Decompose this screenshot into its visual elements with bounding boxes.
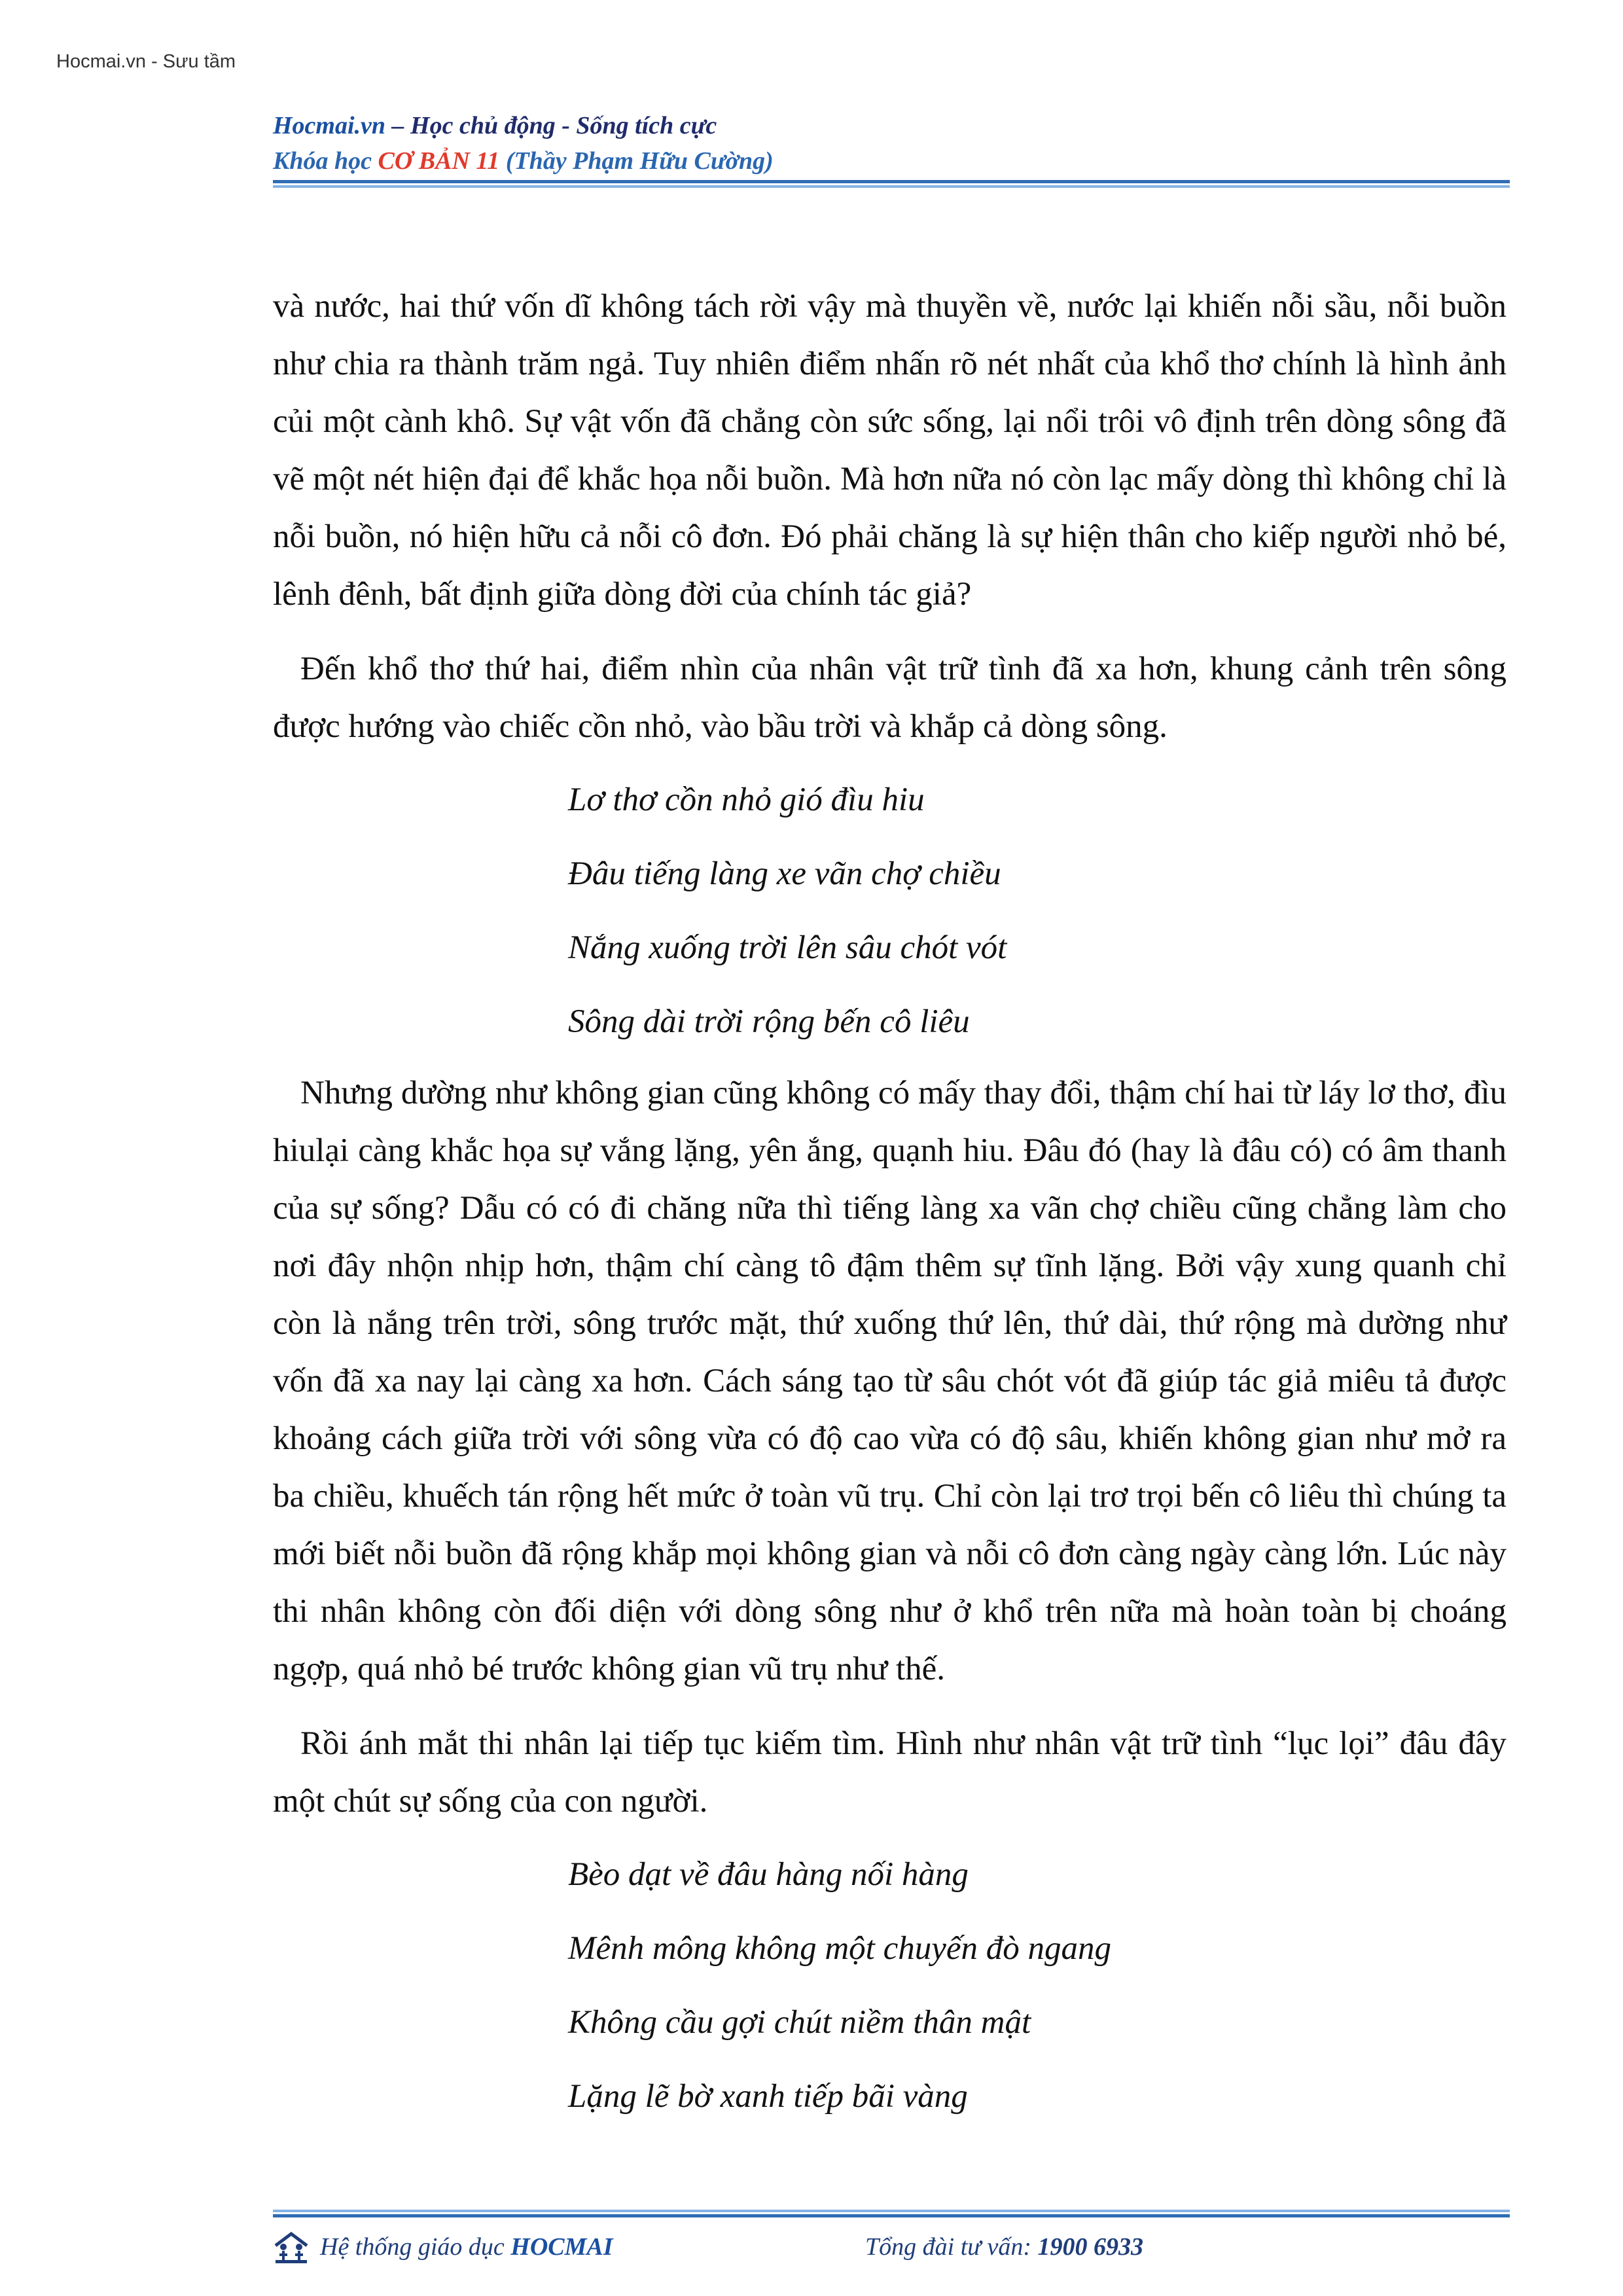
watermark: Hocmai.vn - Sưu tầm (56, 51, 236, 72)
poem-line: Mênh mông không một chuyến đò ngang (568, 1930, 1111, 1967)
header-divider (273, 180, 1510, 189)
document-body (273, 278, 1507, 2134)
footer-hotline (865, 2233, 1143, 2261)
footer-system-prefix: Hệ thống giáo dục (320, 2233, 511, 2261)
footer-system-brand: HOCMAI (510, 2233, 613, 2261)
tagline: – Học chủ động - Sống tích cực (391, 112, 717, 139)
poem-stanza-2 (568, 1838, 1507, 2134)
page-header (273, 108, 1510, 179)
poem-line: Lơ thơ cồn nhỏ gió đìu hiu (568, 781, 925, 818)
course-prefix: Khóa học (273, 147, 378, 175)
paragraph-2: Đến khổ thơ thứ hai, điểm nhìn của nhân vật trữ tình đã xa hơn, khung cảnh trên sông được hướng vào chiếc cồn nhỏ, vào bầu trời và khắp cả dòng sông. (273, 651, 1507, 745)
brand-name: Hocmai.vn (273, 112, 386, 139)
paragraph-4: Rồi ánh mắt thi nhân lại tiếp tục kiếm tìm. Hình như nhân vật trữ tình “lục lọi” đâu đây một chút sự sống của con người. (273, 1725, 1507, 1820)
hotline-number: 1900 6933 (1037, 2233, 1143, 2261)
hocmai-logo-icon (273, 2231, 310, 2264)
course-line (273, 143, 1510, 179)
header-tagline-line (273, 108, 1510, 143)
footer-divider (273, 2210, 1510, 2219)
poem-line: Không cầu gợi chút niềm thân mật (568, 2004, 1031, 2041)
course-name: CƠ BẢN 11 (378, 147, 500, 175)
teacher-name: (Thầy Phạm Hữu Cường) (505, 147, 774, 175)
paragraph-1: và nước, hai thứ vốn dĩ không tách rời vậy mà thuyền về, nước lại khiến nỗi sầu, nỗi buồn như chia ra thành trăm ngả. Tuy nhiên điểm nhấn rõ nét nhất của khổ thơ chính là hình ảnh củi một cành khô. Sự vật vốn đã chẳng còn sức sống, lại nổi trôi vô định trên dòng sông đã vẽ một nét hiện đại để khắc họa nỗi buồn. Mà hơn nữa nó còn lạc mấy dòng thì không chỉ là nỗi buồn, nó hiện hữu cả nỗi cô đơn. Đó phải chăng là sự hiện thân cho kiếp người nhỏ bé, lênh đênh, bất định giữa dòng đời của chính tác giả? (273, 288, 1507, 613)
paragraph-3: Nhưng dường như không gian cũng không có mấy thay đổi, thậm chí hai từ láy lơ thơ, đìu hiulại càng khắc họa sự vắng lặng, yên ắng, quạnh hiu. Đâu đó (hay là đâu có) có âm thanh của sự sống? Dẫu có có đi chăng nữa thì tiếng làng xa vãn chợ chiều cũng chẳng làm cho nơi đây nhộn nhịp hơn, thậm chí càng tô đậm thêm sự tĩnh lặng. Bởi vậy xung quanh chỉ còn là nắng trên trời, sông trước mặt, thứ xuống thứ lên, thứ dài, thứ rộng mà dường như vốn đã xa nay lại càng xa hơn. Cách sáng tạo từ sâu chót vót đã giúp tác giả miêu tả được khoảng cách giữa trời với sông vừa có độ cao vừa có độ sâu, khiến không gian như mở ra ba chiều, khuếch tán rộng hết mức ở toàn vũ trụ. Chỉ còn lại trơ trọi bến cô liêu thì chúng ta mới biết nỗi buồn đã rộng khắp mọi không gian và nỗi cô đơn càng ngày càng lớn. Lúc này thi nhân không còn đối diện với dòng sông như ở khổ trên nữa mà hoàn toàn bị choáng ngợp, quá nhỏ bé trước không gian vũ trụ như thế. (273, 1075, 1507, 1687)
poem-line: Đâu tiếng làng xe vãn chợ chiều (568, 855, 1001, 892)
poem-line: Bèo dạt về đâu hàng nối hàng (568, 1856, 969, 1893)
poem-line: Sông dài trời rộng bến cô liêu (568, 1003, 970, 1040)
page-footer (273, 2229, 1510, 2268)
footer-system (320, 2233, 613, 2261)
poem-line: Nắng xuống trời lên sâu chót vót (568, 929, 1007, 966)
poem-line: Lặng lẽ bờ xanh tiếp bãi vàng (568, 2078, 968, 2115)
hotline-label: Tổng đài tư vấn: (865, 2233, 1038, 2261)
poem-stanza-1 (568, 763, 1507, 1059)
